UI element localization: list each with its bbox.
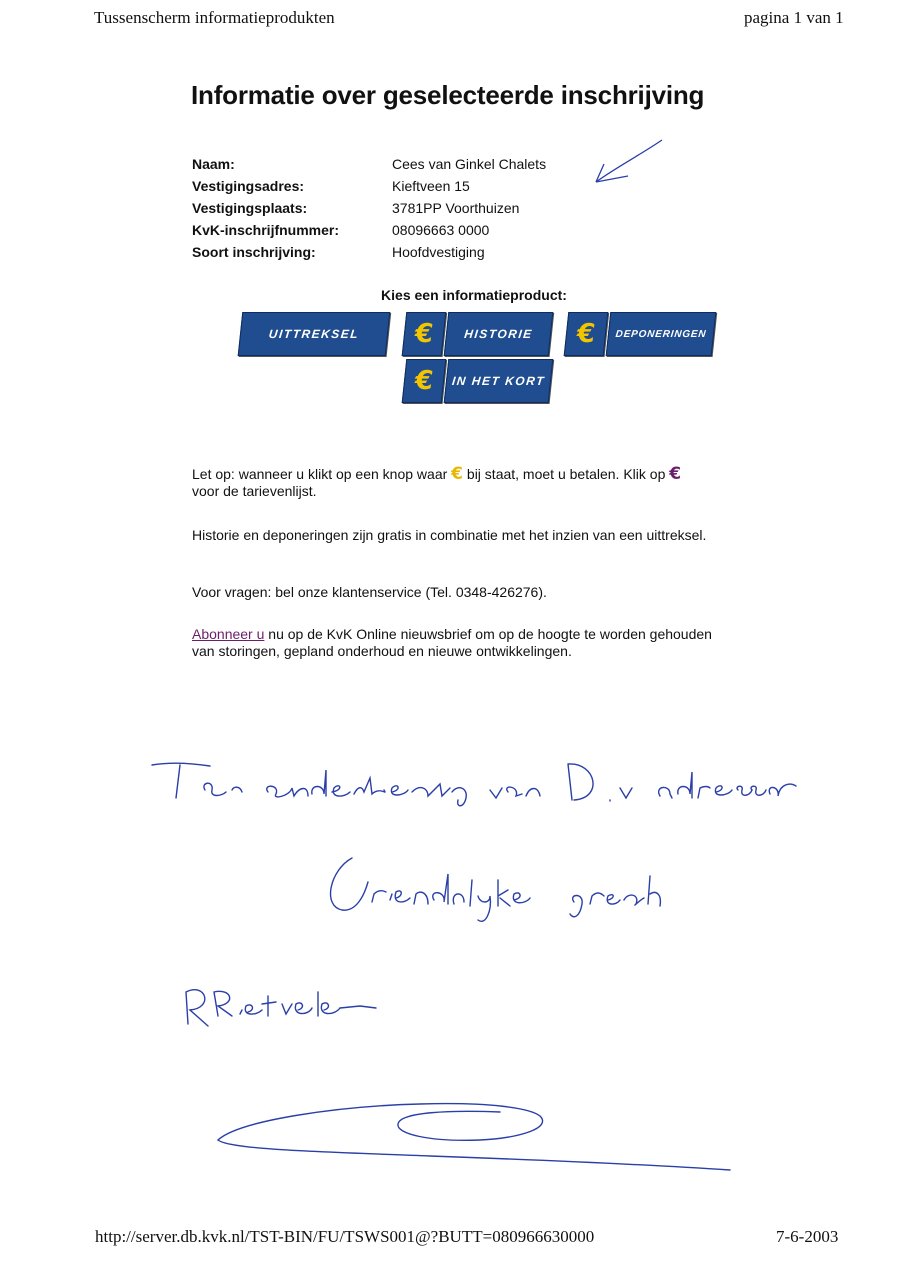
handwriting-line-1: [152, 763, 796, 806]
field-value-vestigingsplaats: 3781PP Voorthuizen: [392, 200, 520, 216]
uittreksel-button-label: UITTREKSEL: [268, 327, 360, 341]
euro-tarieven-link[interactable]: €: [669, 464, 682, 484]
field-value-kvk-nummer: 08096663 0000: [392, 222, 490, 238]
handwritten-signature: [218, 1104, 730, 1170]
handwriting-line-2: [331, 858, 661, 921]
print-header-title: Tussenscherm informatieprodukten: [94, 8, 335, 27]
letop-note: Let op: wanneer u klikt op een knop waar € bij staat, moet u betalen. Klik op € voor de tarievenlijst.: [192, 464, 682, 499]
print-footer-url: http://server.db.kvk.nl/TST-BIN/FU/TSWS001@?BUTT=080966630000: [95, 1227, 595, 1246]
in-het-kort-button-label: IN HET KORT: [451, 374, 546, 388]
field-value-vestigingsadres: Kieftveen 15: [392, 178, 470, 194]
print-header-page: pagina 1 van 1: [744, 8, 844, 27]
abonneer-link[interactable]: Abonneer u: [192, 626, 265, 642]
historie-button-label: HISTORIE: [463, 327, 534, 341]
historie-note: Historie en deponeringen zijn gratis in combinatie met het inzien van een uittreksel.: [192, 527, 707, 543]
euro-inline-icon: €: [451, 464, 464, 484]
page-title: Informatie over geselecteerde inschrijving: [191, 80, 705, 110]
field-label-vestigingsadres: Vestigingsadres:: [192, 178, 305, 194]
abonneer-note: Abonneer u nu op de KvK Online nieuwsbrief om op de hoogte te worden gehouden van storingen, gepland onderhoud en nieuwe ontwikkelingen.: [192, 626, 712, 659]
handwriting-line-3: [186, 990, 376, 1026]
hand-drawn-arrow: [596, 140, 662, 182]
euro-deponeringen-icon[interactable]: €: [564, 312, 609, 356]
field-label-naam: Naam:: [192, 156, 235, 172]
field-label-kvk-nummer: KvK-inschrijfnummer:: [192, 222, 340, 238]
field-value-naam: Cees van Ginkel Chalets: [392, 156, 547, 172]
field-value-soort: Hoofdvestiging: [392, 244, 485, 260]
choose-product-label: Kies een informatieproduct:: [381, 287, 567, 303]
euro-in-het-kort-icon[interactable]: €: [402, 359, 447, 403]
euro-historie-icon[interactable]: €: [402, 312, 447, 356]
deponeringen-button-label: DEPONERINGEN: [615, 328, 707, 340]
field-label-soort: Soort inschrijving:: [192, 244, 316, 260]
vragen-note: Voor vragen: bel onze klantenservice (Tel. 0348-426276).: [192, 584, 547, 600]
field-label-vestigingsplaats: Vestigingsplaats:: [192, 200, 308, 216]
print-footer-date: 7-6-2003: [776, 1227, 839, 1246]
